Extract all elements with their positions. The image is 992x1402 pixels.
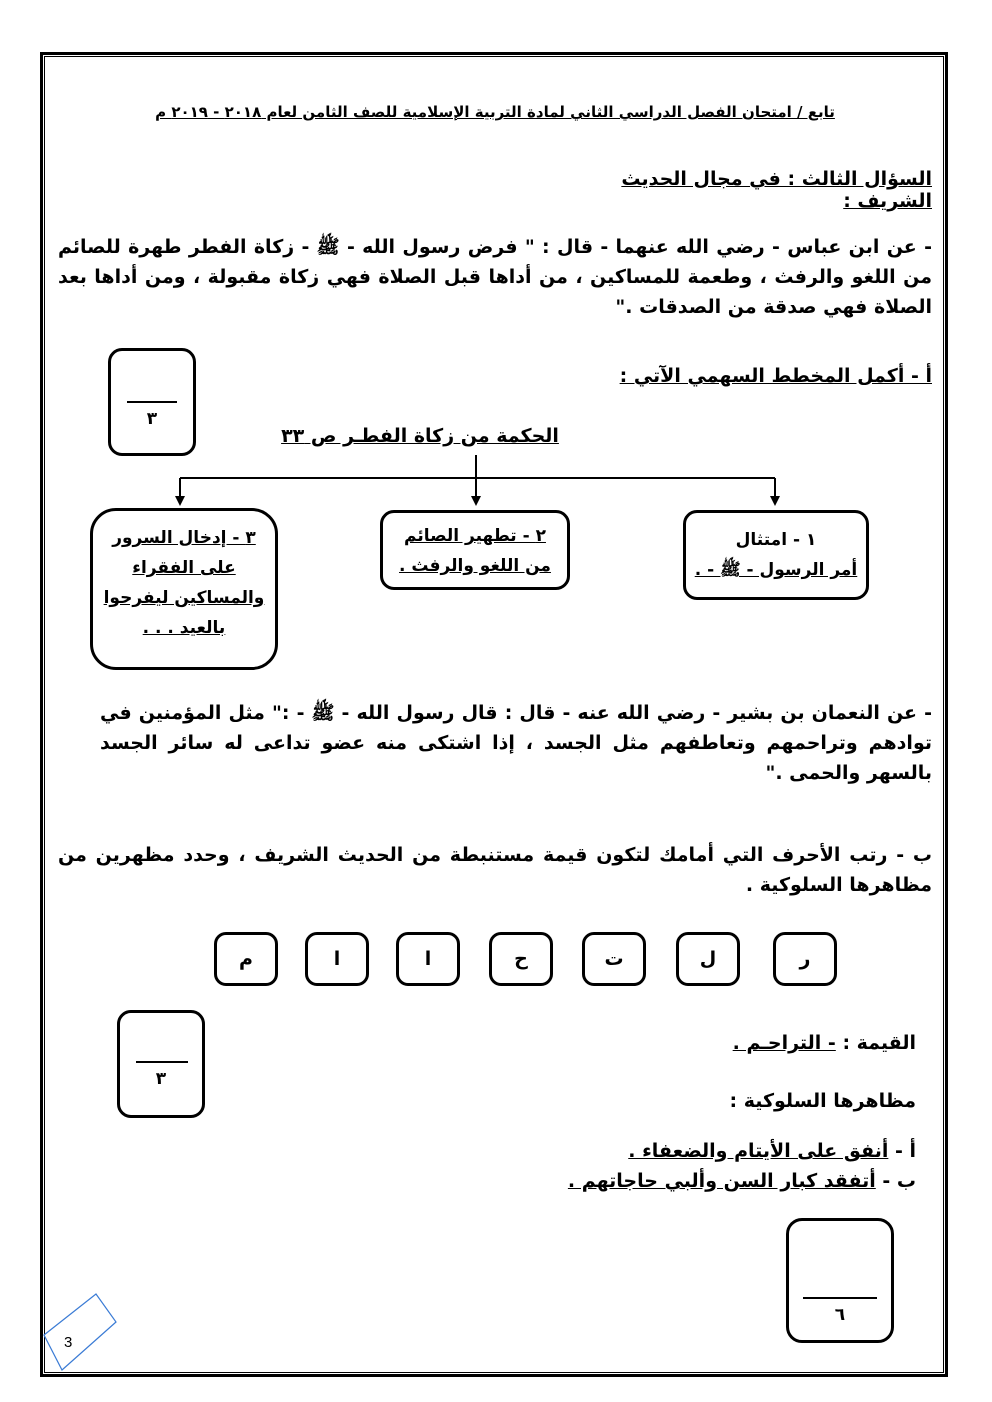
part-b-question: ب - رتب الأحرف التي أمامك لتكون قيمة مستنبطة من الحديث الشريف ، وحدد مظهرين من مظاهرها السلوكية . (58, 844, 932, 896)
hadith-mercy-text: - عن النعمان بن بشير - رضي الله عنه - قال : قال رسول الله - ﷺ - :" مثل المؤمنين في توادهم وتراحمهم وتعاطفهم مثل الجسد ، إذا اشتكى منه عضو تداعى له سائر الجسد بالسهر والحمى ." (100, 702, 932, 784)
total-score-box (786, 1218, 894, 1343)
manifestation-b-prefix: ب - (882, 1170, 916, 1192)
wisdom-box-1 (683, 510, 869, 600)
wisdom-box-3-line-3: والمساكين ليفرحوا (103, 588, 265, 608)
score-a-den: ٣ (146, 409, 158, 429)
wisdom-box-3-line-4: بالعيد . . . (142, 618, 226, 638)
page-number: 3 (64, 1334, 73, 1351)
diagram-title: الحكمة من زكاة الفطـر ص ٣٣ (281, 425, 559, 447)
manifestations-label: مظاهرها السلوكية : (729, 1090, 916, 1112)
score-b-den: ٣ (155, 1069, 167, 1089)
wisdom-box-1-line-1: ١ - امتثال (735, 530, 817, 550)
manifestation-b (560, 1170, 916, 1192)
wisdom-box-2 (380, 510, 570, 590)
wisdom-box-3 (90, 508, 278, 670)
hadith-zakat-text: - عن ابن عباس - رضي الله عنهما - قال : " فرض رسول الله - ﷺ - زكاة الفطر طهرة للصائم من اللغو والرفث ، وطعمة للمساكين ، من أداها قبل الصلاة فهي زكاة مقبولة ، ومن أداها بعد الصلاة فهي صدقة من الصدقات ." (58, 236, 932, 318)
total-score-den: ٦ (834, 1305, 846, 1325)
letter-box-7: م (214, 932, 278, 986)
question-heading: السؤال الثالث : في مجال الحديث الشريف : (621, 168, 932, 212)
exam-title: تابع / امتحان الفصل الدراسي الثاني لمادة التربية الإسلامية للصف الثامن لعام ٢٠١٨ - ٢٠١٩ م (155, 103, 835, 121)
letter-box-3: ت (582, 932, 646, 986)
value-label: القيمة : (842, 1032, 916, 1054)
manifestation-a-prefix: أ - (894, 1140, 916, 1162)
manifestation-b-text: أتفقد كبار السن وألبي حاجاتهم . (567, 1170, 876, 1192)
value-row (600, 1032, 916, 1054)
manifestation-a-text: أنفق على الأيتام والضعفاء . (628, 1140, 889, 1162)
letter-box-6: ا (305, 932, 369, 986)
page-corner-diamond (40, 1290, 130, 1377)
wisdom-box-3-line-2: على الفقراء (132, 558, 236, 578)
part-a-heading: أ - أكمل المخطط السهمي الآتي : (619, 365, 932, 387)
letter-box-4: ح (489, 932, 553, 986)
wisdom-box-2-line-2: من اللغو والرفث . (399, 556, 551, 576)
wisdom-box-2-line-1: ٢ - تطهير الصائم (404, 526, 546, 546)
wisdom-box-3-line-1: ٣ - إدخال السرور (112, 528, 256, 548)
letter-box-1: ر (773, 932, 837, 986)
score-box-b (117, 1010, 205, 1118)
manifestation-a (560, 1140, 916, 1162)
letter-box-2: ل (676, 932, 740, 986)
wisdom-box-1-line-2: أمر الرسول - ﷺ - . (694, 560, 858, 580)
letter-box-5: ا (396, 932, 460, 986)
value-answer: - التراحـم . (732, 1032, 836, 1054)
